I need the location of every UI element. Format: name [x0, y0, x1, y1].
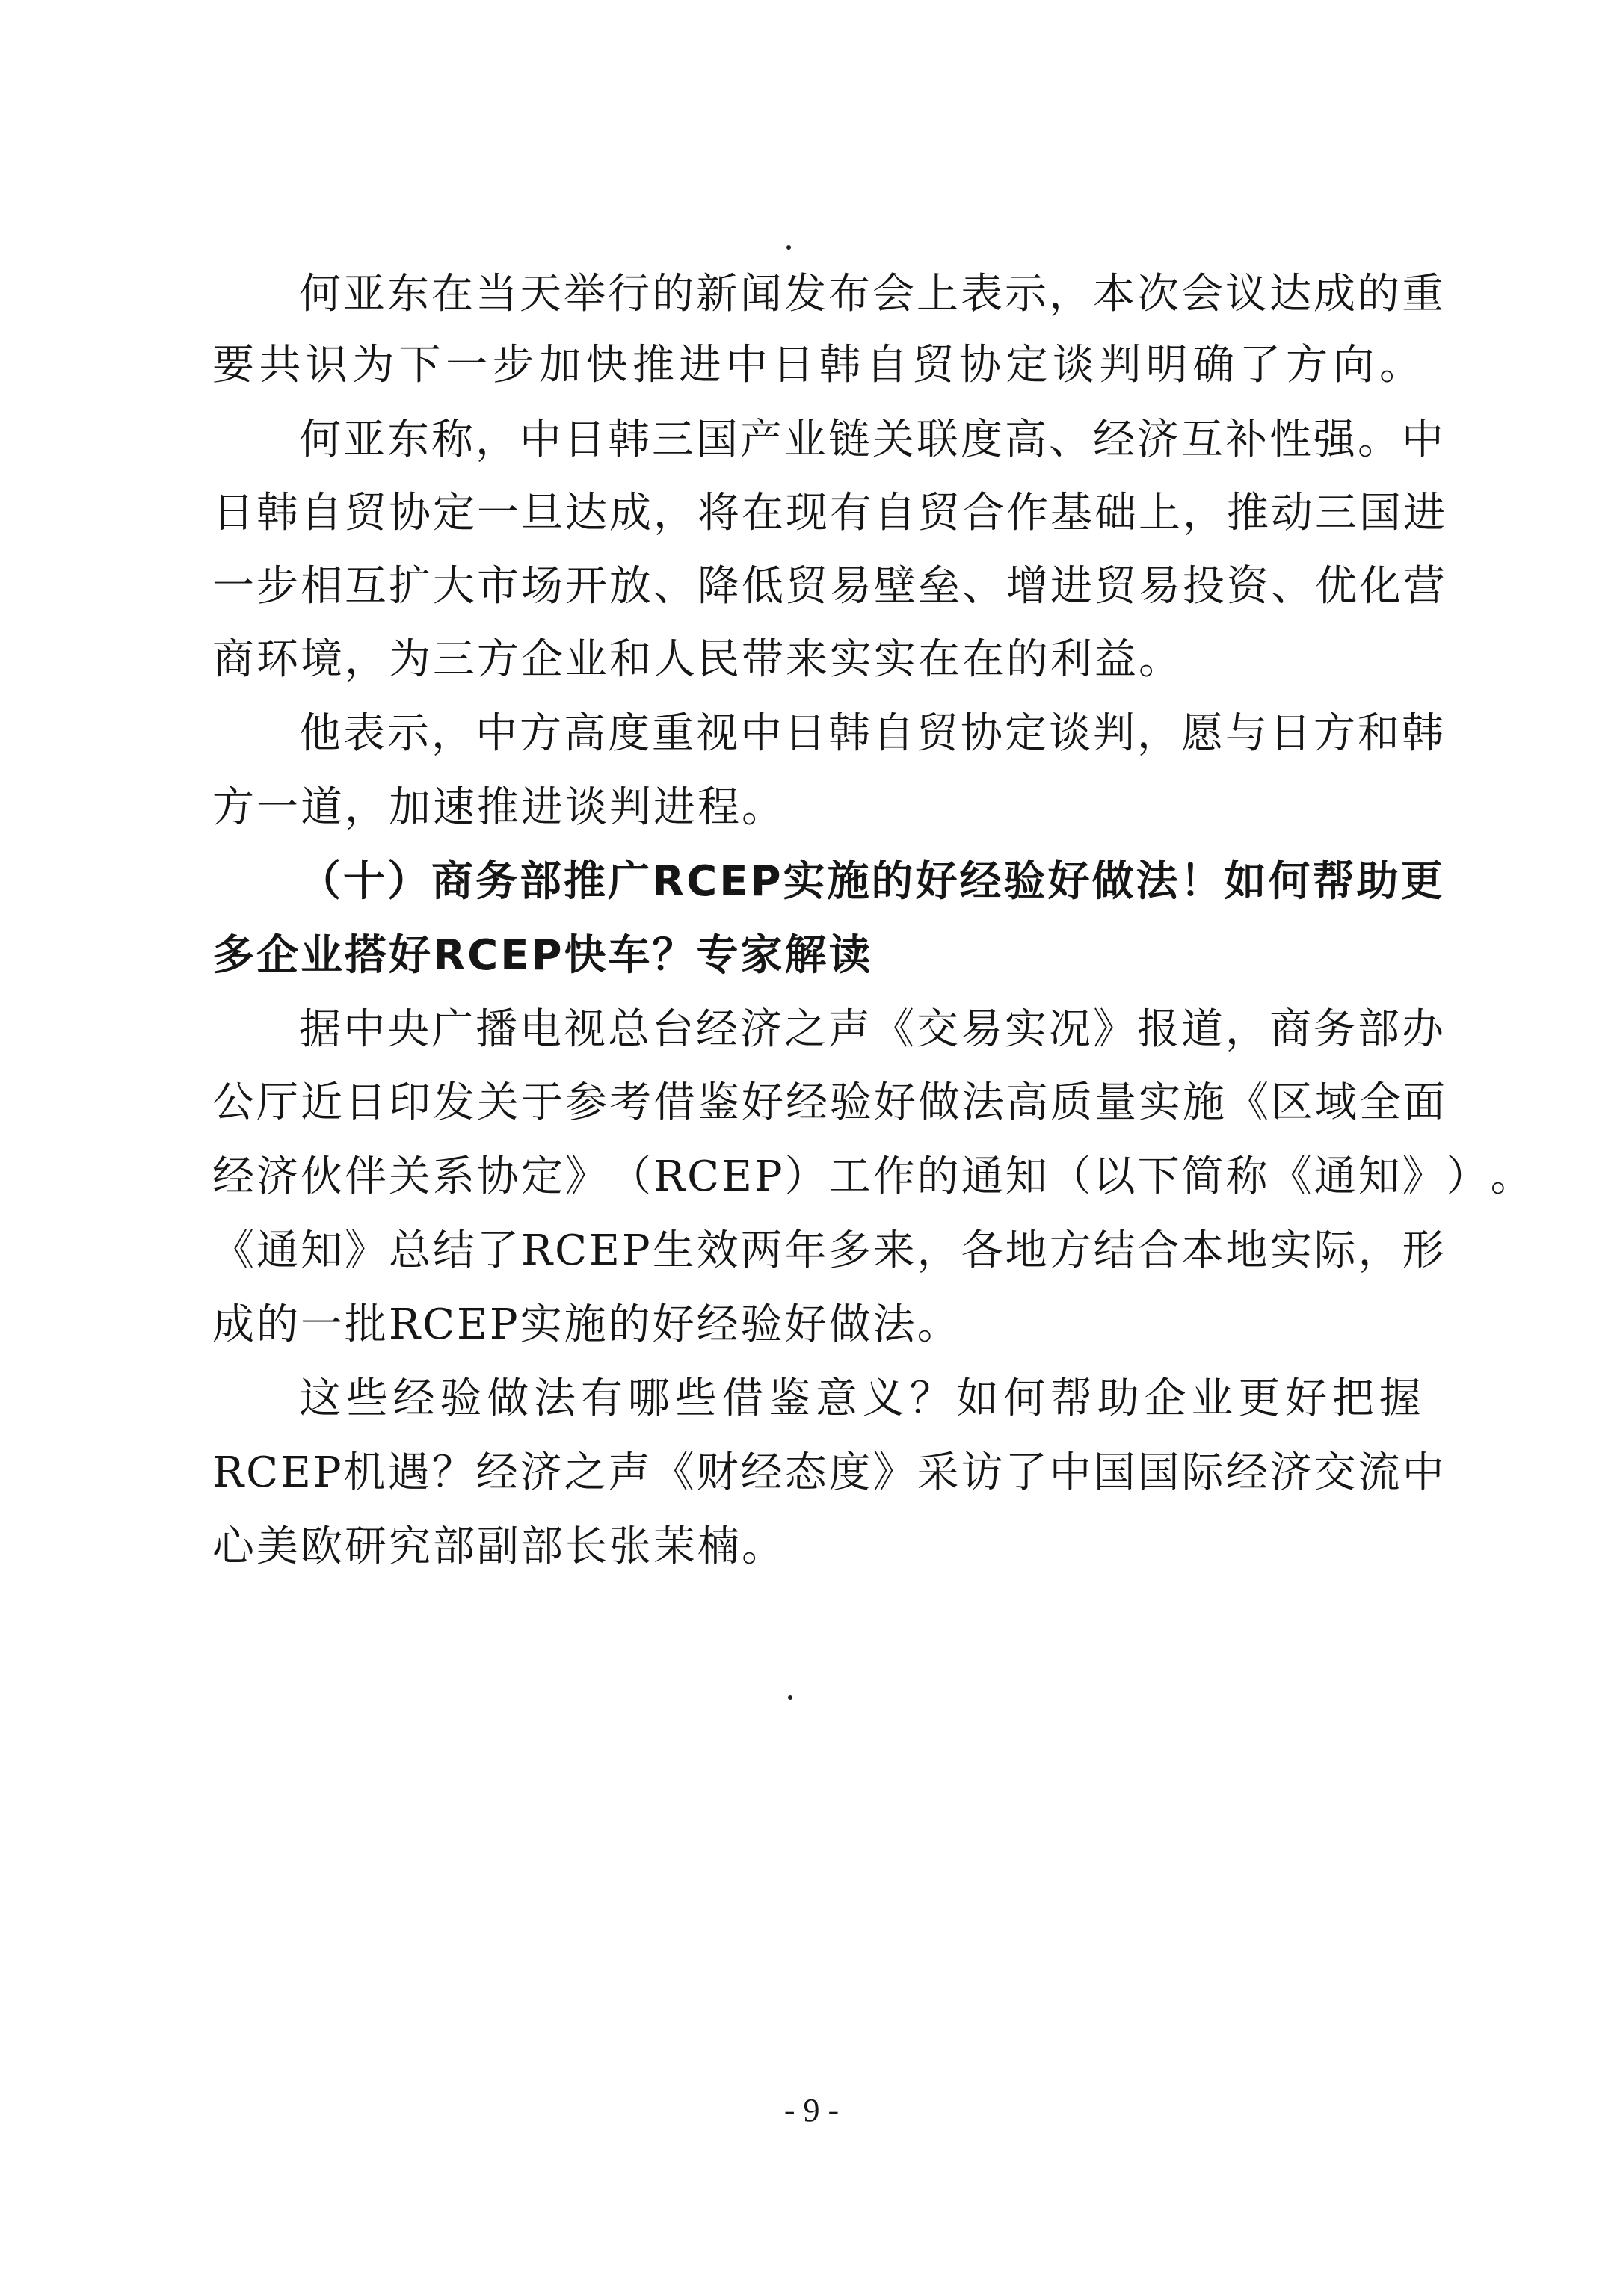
- paragraph-line: 一 步 相 互 扩 大 市 场 开 放 、 降 低 贸 易 壁 垒 、 增 进 贸 易 投 资 、 优 化 营: [212, 562, 1447, 611]
- paragraph-line: 经 济 伙 伴 关 系 协 定 》 （ RCEP ） 工 作 的 通 知 （ 以 下 简 称 《 通 知 》 ） 。: [212, 1152, 1535, 1201]
- paragraph-line: RCEP 机 遇 ？ 经 济 之 声 《 财 经 态 度 》 采 访 了 中 国 国 际 经 济 交 流 中: [212, 1448, 1447, 1497]
- paragraph-line: 他 表 示 ， 中 方 高 度 重 视 中 日 韩 自 贸 协 定 谈 判 ， 愿 与 日 方 和 韩: [299, 709, 1446, 758]
- paragraph-line: 商环境，为三方企业和人民带来实实在在的利益。: [212, 635, 1183, 684]
- paragraph-line: 据 中 央 广 播 电 视 总 台 经 济 之 声 《 交 易 实 况 》 报 道 ， 商 务 部 办: [299, 1005, 1446, 1054]
- section-heading-line: （ 十 ） 商 务 部 推 广 RCEP 实 施 的 好 经 验 好 做 法 ！ 如 何 帮 助 更: [299, 857, 1445, 906]
- paragraph-line: 《 通 知 》 总 结 了 RCEP 生 效 两 年 多 来 ， 各 地 方 结 合 本 地 实 际 ， 形: [212, 1226, 1447, 1275]
- mark-dot: [786, 245, 791, 250]
- paragraph-line: 心美欧研究部副部长张茉楠。: [212, 1522, 786, 1571]
- paragraph-line: 何 亚 东 在 当 天 举 行 的 新 闻 发 布 会 上 表 示 ， 本 次 会 议 达 成 的 重: [299, 270, 1446, 318]
- paragraph-line: 日 韩 自 贸 协 定 一 旦 达 成 ， 将 在 现 有 自 贸 合 作 基 础 上 ， 推 动 三 国 进: [212, 489, 1447, 537]
- paragraph-line: 方一道，加速推进谈判进程。: [212, 783, 786, 832]
- section-heading-line: 多企业搭好RCEP快车？专家解读: [212, 931, 873, 980]
- mark-dot: [788, 1695, 792, 1700]
- paragraph-line: 要 共 识 为 下 一 步 加 快 推 进 中 日 韩 自 贸 协 定 谈 判 明 确 了 方 向 。: [212, 341, 1423, 389]
- page-number: - 9 -: [783, 2092, 840, 2129]
- paragraph-line: 这 些 经 验 做 法 有 哪 些 借 鉴 意 义 ？ 如 何 帮 助 企 业 更 好 把 握: [299, 1374, 1423, 1423]
- paragraph-line: 成的一批RCEP实施的好经验好做法。: [212, 1300, 961, 1349]
- paragraph-line: 何 亚 东 称 ， 中 日 韩 三 国 产 业 链 关 联 度 高 、 经 济 互 补 性 强 。 中: [299, 416, 1446, 464]
- paragraph-line: 公 厅 近 日 印 发 关 于 参 考 借 鉴 好 经 验 好 做 法 高 质 量 实 施 《 区 域 全 面: [212, 1078, 1447, 1127]
